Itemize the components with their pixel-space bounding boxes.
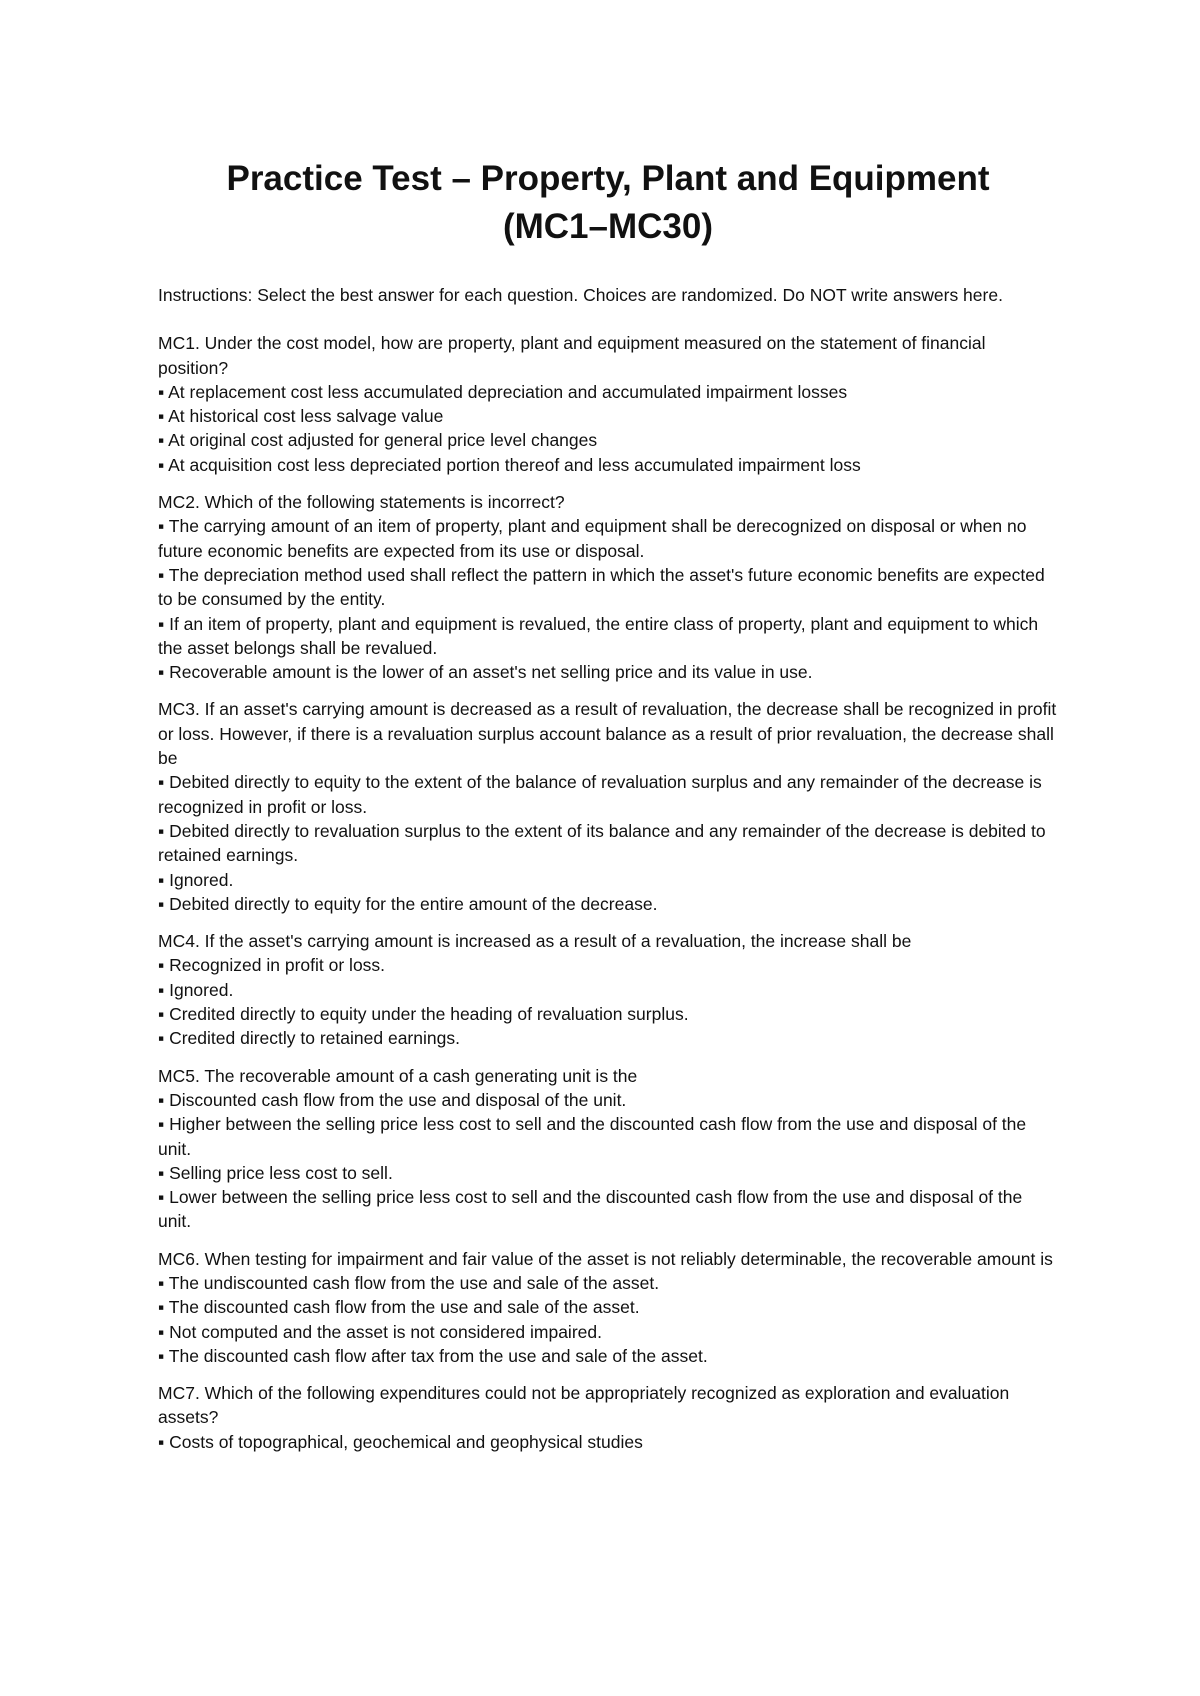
choice-item: [158, 1320, 1058, 1344]
bullet-icon: ▪: [158, 1114, 165, 1135]
choice-text: Lower between the selling price less cost to sell and the discounted cash flow from the use and disposal of the unit.: [158, 1187, 1023, 1232]
choice-item: [158, 868, 1058, 892]
question-stem: MC3. If an asset's carrying amount is decreased as a result of revaluation, the decrease shall be recognized in profit or loss. However, if there is a revaluation surplus account balance as a result of prior revaluation, the decrease shall be: [158, 699, 1057, 769]
bullet-icon: ▪: [158, 1321, 165, 1342]
choice-item: [158, 1295, 1058, 1319]
question-stem: MC7. Which of the following expenditures could not be appropriately recognized as exploration and evaluation assets?: [158, 1383, 1010, 1428]
bullet-icon: ▪: [158, 662, 165, 683]
choice-item: [158, 428, 1058, 452]
question-stem: MC5. The recoverable amount of a cash generating unit is the: [158, 1065, 638, 1086]
choice-text: At acquisition cost less depreciated portion thereof and less accumulated impairment loss: [168, 454, 861, 475]
choice-item: [158, 1161, 1058, 1185]
choice-item: [158, 514, 1058, 563]
choice-item: [158, 953, 1058, 977]
choice-text: Ignored.: [169, 869, 234, 890]
question-block: [158, 490, 1058, 684]
question-block: [158, 331, 1058, 477]
choice-text: Debited directly to revaluation surplus to the extent of its balance and any remainder of the decrease is debited to retained earnings.: [158, 820, 1046, 866]
question-stem: MC2. Which of the following statements is incorrect?: [158, 492, 565, 513]
question-stem: MC6. When testing for impairment and fair value of the asset is not reliably determinable, the recoverable amount is: [158, 1248, 1053, 1269]
choice-item: [158, 978, 1058, 1002]
choice-text: Ignored.: [169, 979, 234, 1000]
question-block: [158, 929, 1058, 1050]
choice-text: Credited directly to retained earnings.: [169, 1028, 460, 1049]
question-block: [158, 697, 1058, 916]
choice-item: [158, 612, 1058, 661]
choice-item: [158, 1112, 1058, 1161]
choice-item: [158, 1002, 1058, 1026]
bullet-icon: ▪: [158, 772, 165, 793]
choice-text: At replacement cost less accumulated depreciation and accumulated impairment losses: [168, 381, 848, 402]
choice-item: [158, 1271, 1058, 1295]
choice-text: Recognized in profit or loss.: [169, 955, 386, 976]
choice-item: [158, 380, 1058, 404]
choice-item: [158, 660, 1058, 684]
bullet-icon: ▪: [158, 820, 165, 841]
bullet-icon: ▪: [158, 979, 165, 1000]
bullet-icon: ▪: [158, 516, 165, 537]
bullet-icon: ▪: [158, 1345, 165, 1366]
choice-list: [158, 1088, 1058, 1234]
bullet-icon: ▪: [158, 1187, 165, 1208]
choice-text: Debited directly to equity for the entire amount of the decrease.: [169, 893, 658, 914]
bullet-icon: ▪: [158, 869, 165, 890]
title-line-2: (MC1–MC30): [502, 207, 714, 246]
choice-item: [158, 1430, 1058, 1454]
instructions-text: Instructions: Select the best answer for each question. Choices are randomized. Do NOT write answers here.: [158, 285, 1003, 305]
choice-list: [158, 1430, 1058, 1454]
choice-list: [158, 380, 1058, 477]
choice-item: [158, 1026, 1058, 1050]
choice-text: If an item of property, plant and equipment is revalued, the entire class of property, plant and equipment to which the asset belongs shall be revalued.: [158, 613, 1039, 658]
choice-item: [158, 1088, 1058, 1112]
choice-item: [158, 1185, 1058, 1234]
bullet-icon: ▪: [158, 406, 165, 427]
choice-list: [158, 953, 1058, 1050]
choice-text: Higher between the selling price less cost to sell and the discounted cash flow from the use and disposal of the unit.: [158, 1114, 1027, 1159]
bullet-icon: ▪: [158, 1162, 165, 1183]
choice-text: Selling price less cost to sell.: [169, 1162, 393, 1183]
bullet-icon: ▪: [158, 1431, 165, 1452]
choice-text: Recoverable amount is the lower of an asset's net selling price and its value in use.: [169, 662, 813, 683]
bullet-icon: ▪: [158, 1089, 165, 1110]
choice-text: The discounted cash flow after tax from the use and sale of the asset.: [168, 1345, 708, 1366]
choice-item: [158, 819, 1058, 868]
question-block: [158, 1247, 1058, 1368]
bullet-icon: ▪: [158, 1297, 165, 1318]
question-list: [158, 331, 1058, 1454]
choice-item: [158, 453, 1058, 477]
choice-text: Credited directly to equity under the heading of revaluation surplus.: [169, 1004, 689, 1025]
choice-text: The undiscounted cash flow from the use and sale of the asset.: [168, 1272, 660, 1293]
choice-text: The discounted cash flow from the use and sale of the asset.: [168, 1297, 640, 1318]
bullet-icon: ▪: [158, 564, 165, 585]
choice-text: Debited directly to equity to the extent of the balance of revaluation surplus and any remainder of the decrease is recognized in profit or loss.: [158, 772, 1042, 817]
choice-item: [158, 892, 1058, 916]
choice-text: Not computed and the asset is not considered impaired.: [169, 1321, 602, 1342]
bullet-icon: ▪: [158, 1004, 165, 1025]
bullet-icon: ▪: [158, 893, 165, 914]
choice-text: At historical cost less salvage value: [168, 406, 444, 427]
question-stem: MC1. Under the cost model, how are property, plant and equipment measured on the statement of financial position?: [158, 333, 986, 378]
document-page: [158, 155, 1058, 1467]
choice-list: [158, 1271, 1058, 1368]
choice-text: Discounted cash flow from the use and disposal of the unit.: [169, 1089, 627, 1110]
choice-item: [158, 770, 1058, 819]
bullet-icon: ▪: [158, 955, 165, 976]
question-block: [158, 1381, 1058, 1454]
choice-item: [158, 404, 1058, 428]
document-title: [148, 155, 1068, 251]
choice-text: The carrying amount of an item of property, plant and equipment shall be derecognized on disposal or when no future economic benefits are expected from its use or disposal.: [158, 516, 1027, 561]
question-stem: MC4. If the asset's carrying amount is increased as a result of a revaluation, the increase shall be: [158, 931, 912, 952]
choice-item: [158, 1344, 1058, 1368]
question-block: [158, 1064, 1058, 1234]
bullet-icon: ▪: [158, 454, 165, 475]
choice-item: [158, 563, 1058, 612]
bullet-icon: ▪: [158, 1028, 165, 1049]
bullet-icon: ▪: [158, 381, 165, 402]
choice-text: The depreciation method used shall reflect the pattern in which the asset's future economic benefits are expected to be consumed by the entity.: [158, 564, 1045, 610]
choice-text: Costs of topographical, geochemical and geophysical studies: [169, 1431, 643, 1452]
bullet-icon: ▪: [158, 1272, 165, 1293]
choice-list: [158, 770, 1058, 916]
bullet-icon: ▪: [158, 613, 165, 634]
choice-list: [158, 514, 1058, 684]
title-line-1: Practice Test – Property, Plant and Equipment: [226, 159, 990, 198]
bullet-icon: ▪: [158, 430, 165, 451]
choice-text: At original cost adjusted for general price level changes: [168, 430, 598, 451]
